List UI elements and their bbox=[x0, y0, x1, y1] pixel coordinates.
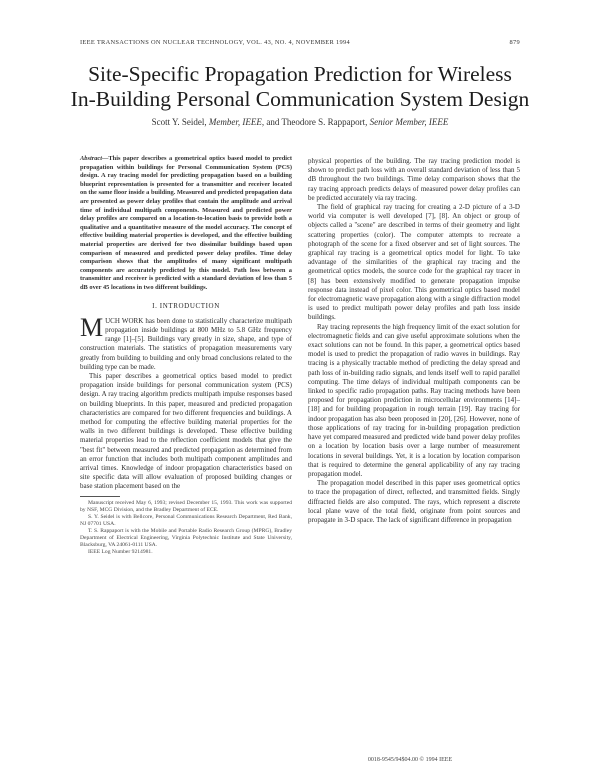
footnote-rule bbox=[80, 496, 120, 497]
title-line-2: In-Building Personal Communication System Design bbox=[70, 87, 530, 111]
lead-caps: UCH WORK bbox=[105, 316, 144, 325]
right-paragraph-1: physical properties of the building. The ray tracing prediction model is shown to predict path loss with an overall standard deviation of less than 5 dB throughout the two buildings. Time delay comparison shows that the ray tracing approach predicts delays of measured power delay profiles can be predicted accurately via ray tracing. bbox=[308, 157, 520, 202]
right-column bbox=[308, 157, 520, 525]
footnote-received: Manuscript received May 6, 1993; revised December 15, 1993. This work was supported by NSF, MCG Division, and the Bradley Department of ECE. bbox=[80, 499, 292, 513]
drop-cap: M bbox=[80, 312, 104, 342]
author-second-role: Senior Member, IEEE bbox=[369, 117, 449, 127]
author-second: Theodore S. Rappaport, bbox=[281, 117, 368, 127]
author-line bbox=[40, 117, 560, 127]
abstract bbox=[80, 155, 292, 293]
abstract-text: This paper describes a geometrical optics based model to predict propagation within buildings for Personal Communication System (PCS) design. A ray tracing model for predicting propagation based on a building blueprint representation is presented for a transmitter and receiver located on the same floor inside a building. Measured and predicted propagation data are presented as power delay profiles that contain the amplitude and arrival time of individual multipath components. Measured and predicted power delay profiles are compared on a location-to-location basis to provide both a qualitative and a quantitative measure of the model accuracy. The concept of effective building material properties is developed, and the effective building material properties are derived for two dissimilar buildings based upon comparison of measured and predicted power delay profiles. Time delay comparison shows that the amplitudes of many significant multipath components are accurately predicted by this model. Path loss between a transmitter and receiver is predicted with a standard deviation of less than 5 dB over 45 locations in two different buildings. bbox=[80, 155, 292, 291]
intro-paragraph-1 bbox=[80, 312, 292, 372]
journal-line: IEEE TRANSACTIONS ON NUCLEAR TECHNOLOGY, VOL. 43, NO. 4, NOVEMBER 1994 bbox=[80, 39, 350, 46]
footnote-log-number: IEEE Log Number 9214981. bbox=[88, 548, 153, 555]
footnote-author-1: S. Y. Seidel is with Bellcore, Personal Communications Research Department, Red Bank, NJ 07701 USA. bbox=[80, 513, 292, 527]
title-line-1: Site-Specific Propagation Prediction for Wireless bbox=[88, 62, 512, 86]
right-paragraph-4: The propagation model described in this paper uses geometrical optics to trace the propagation of direct, reflected, and transmitted fields. Singly diffracted fields are also computed. The rays, which represent a discrete local plane wave of the total field, originate from point sources and propagate in 3-D space. The lack of significant difference in propagation bbox=[308, 479, 520, 524]
footnote-author-2: T. S. Rappaport is with the Mobile and Portable Radio Research Group (MPRG), Bradley Department of Electrical Engineering, Virginia Polytechnic Institute and State University, Blacksburg, VA 24061-0111 USA. bbox=[80, 527, 292, 548]
author-first: Scott Y. Seidel, bbox=[151, 117, 207, 127]
intro-paragraph-2: This paper describes a geometrical optics based model to predict propagation inside buildings for personal communication system (PCS) design. A ray tracing algorithm predicts multipath impulse responses based on building blueprints. In this paper, measured and predicted propagation characteristics are compared for two different frequencies and buildings. A method for computing the effective building material properties for the walls in two different buildings is developed. These effective building material properties lead to the reflection coefficient models that give the "best fit" between measured and predicted propagation as determined from an error function that includes both multipath component amplitudes and arrival times. Knowledge of indoor propagation characteristics based on site specific data will allow evaluation of proposed building changes or base station placement based on the bbox=[80, 371, 292, 491]
paper-title bbox=[40, 62, 560, 112]
page-number: 879 bbox=[509, 39, 520, 46]
abstract-lead: Abstract— bbox=[80, 155, 109, 162]
left-column bbox=[80, 155, 292, 556]
running-head bbox=[80, 39, 520, 49]
right-paragraph-3: Ray tracing represents the high frequency limit of the exact solution for electromagnetic fields and can give useful approximate solutions when the exact solutions can not be found. In this paper, a geometrical optics based model is used to predict the propagation of radio waves in buildings. Ray tracing is a physically tractable method of predicting the delay spread and path loss of in-building radio signals, and lends itself well to rapid parallel computing. The time delays of individual multipath components can be linked to specific radio propagation paths. Ray tracing methods have been proposed for propagation prediction in microcellular environments [14]–[18] and for building propagation in rough terrain [19]. Ray tracing for indoor propagation has also been proposed in [20], [26]. However, none of those applications of ray tracing for in-building propagation prediction have yet compared measured and predicted wide band power delay profiles on a location by location basis over a large number of measurement locations in several buildings. Yet, it is a location by location comparison that is required to determine the general applicability of any ray tracing propagation model. bbox=[308, 322, 520, 478]
copyright-line: 0018-9545/94$04.00 © 1994 IEEE bbox=[367, 757, 453, 763]
right-paragraph-2: The field of graphical ray tracing for creating a 2-D picture of a 3-D world via computer is well developed [7], [8]. An object or group of objects called a "scene" are described in terms of their geometry and light scattering properties (color). The computer attempts to recreate a photograph of the scene for a fixed observer and set of light sources. The graphical ray tracing is a geometrical optics model for light. To take advantage of the similarities of the graphical ray tracing and the geometrical optics models, the source code for the graphical ray tracer in [8] has been extensively modified to generate propagation impulse response data instead of pixel color. This geometrical optics based model for electromagnetic wave propagation along with a single diffraction model is used to predict multipath power delay profiles and path loss inside buildings. bbox=[308, 203, 520, 322]
author-and: and bbox=[266, 117, 280, 127]
footnotes bbox=[80, 500, 292, 556]
section-heading-introduction: I. INTRODUCTION bbox=[152, 301, 220, 310]
author-first-role: Member, IEEE, bbox=[208, 117, 265, 127]
intro-p1-text: has been done to statistically characterize multipath propagation inside buildings at 800 MHz to 5.8 GHz frequency range [1]–[5]. Buildings vary greatly in size, shape, and type of construction materials. The statistics of propagation measurements vary greatly from building to building and only broad conclusions related to the building type can be made. bbox=[80, 316, 292, 371]
